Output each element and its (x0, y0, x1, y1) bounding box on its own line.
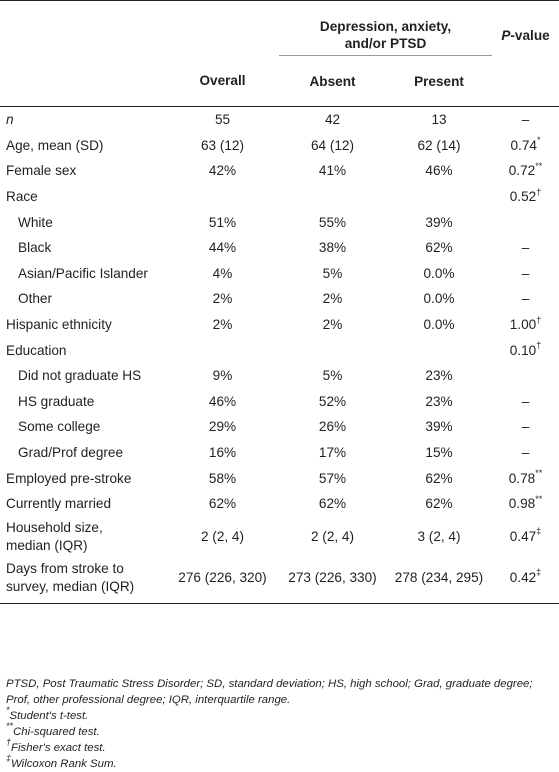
cell-present: 62% (425, 470, 453, 486)
footnote-text: Student's t-test. (9, 710, 89, 722)
pvalue-test-mark: † (536, 340, 542, 351)
col-present: Present (386, 56, 492, 107)
cell-pvalue (492, 235, 559, 261)
cell-present: 278 (234, 295) (386, 558, 492, 604)
table-row (0, 465, 559, 491)
table-row (0, 389, 559, 415)
table-row (0, 312, 559, 338)
row-label-text: Other (18, 291, 52, 307)
row-label (0, 235, 166, 261)
footnote-text: Fisher's exact test. (11, 742, 106, 754)
cell-present: 0.0% (423, 291, 455, 307)
footnote-mark: * (6, 705, 10, 716)
cell-present (386, 337, 492, 363)
pvalue-test-mark: * (536, 135, 541, 146)
cell-absent: 26% (318, 419, 347, 435)
cell-present (386, 184, 492, 210)
table-row (0, 133, 559, 159)
cell-absent: 62% (318, 496, 347, 512)
table-row (0, 363, 559, 389)
header-blank (166, 1, 279, 56)
cell-pvalue (492, 363, 559, 389)
cell-pvalue (492, 286, 559, 312)
pvalue-header-italic: P (501, 27, 511, 43)
table-row (0, 440, 559, 466)
cell-overall: 2 (2, 4) (200, 529, 245, 544)
group-header (279, 1, 492, 56)
row-label-text-line2: median (IQR) (6, 538, 88, 553)
table-row (0, 235, 559, 261)
cell-overall: 29% (208, 419, 237, 435)
footnote-chisq (6, 721, 554, 740)
cell-overall: 2% (212, 291, 233, 307)
cell-pvalue (492, 209, 559, 235)
pvalue-test-mark: ** (535, 493, 543, 504)
pvalue-text: 0.98 (508, 496, 536, 512)
row-label-text: Asian/Pacific Islander (18, 265, 148, 281)
cell-absent: 38% (318, 240, 347, 256)
table-row (0, 558, 559, 604)
row-label-text: Did not graduate HS (18, 368, 142, 384)
pvalue-header-rest: -value (510, 27, 550, 43)
cell-absent: 42 (324, 112, 341, 128)
pvalue-text: – (521, 291, 530, 307)
cell-pvalue (492, 465, 559, 491)
cell-overall: 58% (208, 470, 237, 486)
table-row (0, 337, 559, 363)
footnote-mark: ‡ (6, 753, 12, 764)
pvalue-text: – (521, 112, 530, 128)
cell-overall (166, 184, 279, 210)
cell-absent: 273 (226, 330) (279, 558, 386, 604)
pvalue-text: 0.42 (509, 570, 537, 585)
cell-overall: 51% (208, 214, 237, 230)
pvalue-text: 0.47 (509, 529, 537, 544)
row-label-text: n (6, 112, 14, 128)
table-row (0, 209, 559, 235)
cell-overall: 4% (212, 265, 233, 281)
col-absent: Absent (279, 56, 386, 107)
table-body (0, 107, 559, 604)
pvalue-test-mark: ** (535, 468, 543, 479)
table-row (0, 414, 559, 440)
row-label (0, 558, 166, 604)
cell-absent: 5% (322, 368, 343, 384)
cell-pvalue (492, 261, 559, 287)
footnote-text: Chi-squared test. (13, 726, 100, 738)
cell-overall: 16% (208, 445, 237, 461)
cell-present: 62% (425, 240, 453, 256)
row-label (0, 363, 166, 389)
cell-pvalue (492, 491, 559, 517)
row-label (0, 337, 166, 363)
pvalue-test-mark: † (536, 314, 542, 325)
abbreviations-note: PTSD, Post Traumatic Stress Disorder; SD, standard deviation; HS, high school; Grad, graduate degree; Prof, other professional degree; IQR, interquartile range. (6, 678, 533, 706)
row-label-text: Education (6, 342, 67, 358)
pvalue-test-mark: ** (535, 160, 543, 171)
row-label (0, 312, 166, 338)
cell-absent: 52% (318, 393, 347, 409)
header-blank (0, 1, 166, 56)
row-label-text-line2: survey, median (IQR) (6, 579, 135, 594)
row-label-text: Female sex (6, 163, 77, 179)
cell-absent: 55% (318, 214, 347, 230)
cell-overall: 276 (226, 320) (166, 558, 279, 604)
row-label (0, 414, 166, 440)
cell-overall: 63 (12) (200, 137, 245, 153)
row-label-text: Age, mean (SD) (6, 137, 104, 153)
cell-pvalue (492, 558, 559, 604)
header-blank (0, 56, 166, 107)
cell-pvalue (492, 107, 559, 133)
cell-absent: 57% (318, 470, 347, 486)
footnote-mark: ** (6, 721, 14, 732)
table-row (0, 286, 559, 312)
row-label (0, 158, 166, 184)
row-label-text: Grad/Prof degree (18, 445, 124, 461)
pvalue-text: – (521, 393, 530, 409)
footnote-text: Wilcoxon Rank Sum. (11, 758, 117, 770)
footnote-ttest (6, 705, 554, 724)
pvalue-text: 0.72 (508, 163, 536, 179)
cell-overall: 44% (208, 240, 237, 256)
cell-pvalue (492, 440, 559, 466)
row-label-text: Household size, (6, 520, 103, 535)
table-row (0, 158, 559, 184)
cell-present: 23% (425, 368, 453, 384)
cell-pvalue (492, 337, 559, 363)
pvalue-text: – (521, 419, 530, 435)
cell-absent: 64 (12) (310, 137, 355, 153)
cell-pvalue (492, 133, 559, 159)
cell-overall (166, 337, 279, 363)
cell-present: 0.0% (423, 317, 455, 333)
row-label (0, 107, 166, 133)
cell-present: 15% (425, 445, 453, 461)
pvalue-header (492, 1, 559, 56)
cell-pvalue (492, 184, 559, 210)
cell-present: 13 (431, 112, 447, 128)
cell-present: 0.0% (423, 265, 455, 281)
table-footnotes (6, 676, 554, 772)
cell-overall: 42% (208, 163, 237, 179)
group-header-label: Depression, anxiety, and/or PTSD (319, 19, 452, 51)
row-label (0, 440, 166, 466)
cell-pvalue (492, 414, 559, 440)
pvalue-test-mark: † (536, 186, 542, 197)
cell-overall: 62% (208, 496, 237, 512)
pvalue-text: – (521, 240, 530, 256)
cell-pvalue (492, 312, 559, 338)
footnote-mark: † (6, 737, 12, 748)
pvalue-text: – (521, 265, 530, 281)
table-row (0, 491, 559, 517)
cell-absent: 17% (318, 445, 347, 461)
cell-absent (279, 184, 386, 210)
pvalue-text: 1.00 (509, 317, 537, 333)
cell-absent: 2 (2, 4) (310, 529, 355, 544)
cell-pvalue (492, 517, 559, 558)
cell-absent: 41% (318, 163, 347, 179)
cell-overall: 46% (208, 393, 237, 409)
row-label-text: Race (6, 189, 38, 205)
cell-pvalue (492, 158, 559, 184)
pvalue-test-mark: ‡ (536, 567, 542, 578)
row-label-text: Black (18, 240, 52, 256)
footnote-fisher (6, 737, 554, 756)
table-row (0, 517, 559, 558)
row-label (0, 209, 166, 235)
row-label (0, 286, 166, 312)
table-row (0, 107, 559, 133)
row-label (0, 389, 166, 415)
row-label (0, 517, 166, 558)
cell-present: 39% (425, 419, 453, 435)
row-label-text: Some college (18, 419, 101, 435)
cell-present: 39% (425, 214, 453, 230)
cell-overall: 2% (212, 317, 233, 333)
row-label-text: Days from stroke to (6, 561, 124, 576)
row-label (0, 491, 166, 517)
row-label-text: Hispanic ethnicity (6, 317, 112, 333)
row-label (0, 184, 166, 210)
header-blank (492, 56, 559, 107)
cell-present: 3 (2, 4) (417, 529, 461, 544)
row-label-text: HS graduate (18, 393, 95, 409)
table-row (0, 261, 559, 287)
pvalue-test-mark: ‡ (536, 526, 542, 537)
pvalue-text: – (521, 445, 530, 461)
cell-absent: 2% (322, 317, 343, 333)
pvalue-text: 0.10 (509, 342, 537, 358)
cell-overall: 55 (214, 112, 231, 128)
row-label-text: Currently married (6, 496, 111, 512)
row-label (0, 133, 166, 159)
row-label (0, 261, 166, 287)
cell-present: 23% (425, 393, 453, 409)
row-label-text: Employed pre-stroke (6, 470, 132, 486)
cell-absent: 2% (322, 291, 343, 307)
cell-absent (279, 337, 386, 363)
table-row (0, 184, 559, 210)
row-label-text: White (18, 214, 53, 230)
pvalue-text: 0.52 (509, 189, 537, 205)
cell-absent: 5% (322, 265, 343, 281)
pvalue-text: 0.78 (508, 470, 536, 486)
col-overall: Overall (166, 56, 279, 107)
footnote-wilcoxon (6, 753, 554, 772)
cell-pvalue (492, 389, 559, 415)
cell-present: 46% (425, 163, 453, 179)
pvalue-text: 0.74 (510, 137, 537, 153)
cell-present: 62% (425, 496, 453, 512)
cell-overall: 9% (212, 368, 233, 384)
row-label (0, 465, 166, 491)
cell-present: 62 (14) (417, 137, 461, 153)
